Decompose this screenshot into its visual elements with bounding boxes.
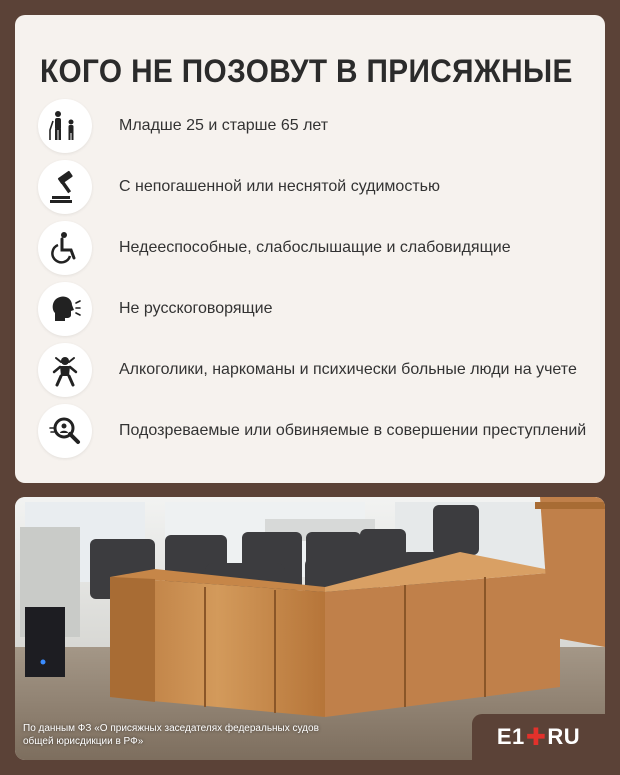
wheelchair-icon — [38, 221, 92, 275]
list-item — [38, 281, 598, 337]
logo-right: RU — [547, 724, 581, 749]
magnifier-suspect-icon — [38, 404, 92, 458]
family-age-icon — [38, 99, 92, 153]
speaking-head-icon — [38, 282, 92, 336]
item-text: Алкоголики, наркоманы и психически больные люди на учете — [119, 361, 577, 378]
gavel-icon — [38, 160, 92, 214]
source-caption: По данным ФЗ «О присяжных заседателях федеральных судов общей юрисдикции в РФ» — [23, 723, 319, 747]
item-text: Подозреваемые или обвиняемые в совершении преступлений — [119, 422, 587, 439]
brand-logo — [497, 723, 580, 752]
list-item — [38, 220, 598, 276]
list-item — [38, 98, 598, 154]
item-text: Не русскоговорящие — [119, 300, 273, 317]
distressed-person-icon — [38, 343, 92, 397]
logo-box — [472, 714, 605, 760]
page-title: КОГО НЕ ПОЗОВУТ В ПРИСЯЖНЫЕ — [40, 53, 573, 89]
logo-left: E1 — [496, 724, 525, 749]
logo-plus-icon: ✚ — [525, 723, 547, 751]
item-text: Младше 25 и старше 65 лет — [119, 117, 329, 134]
list-item — [38, 159, 598, 215]
list-item — [38, 403, 598, 459]
item-text: Недееспособные, слабослышащие и слабовидящие — [119, 239, 511, 256]
list-item — [38, 342, 598, 398]
item-text: С непогашенной или неснятой судимостью — [119, 178, 440, 195]
